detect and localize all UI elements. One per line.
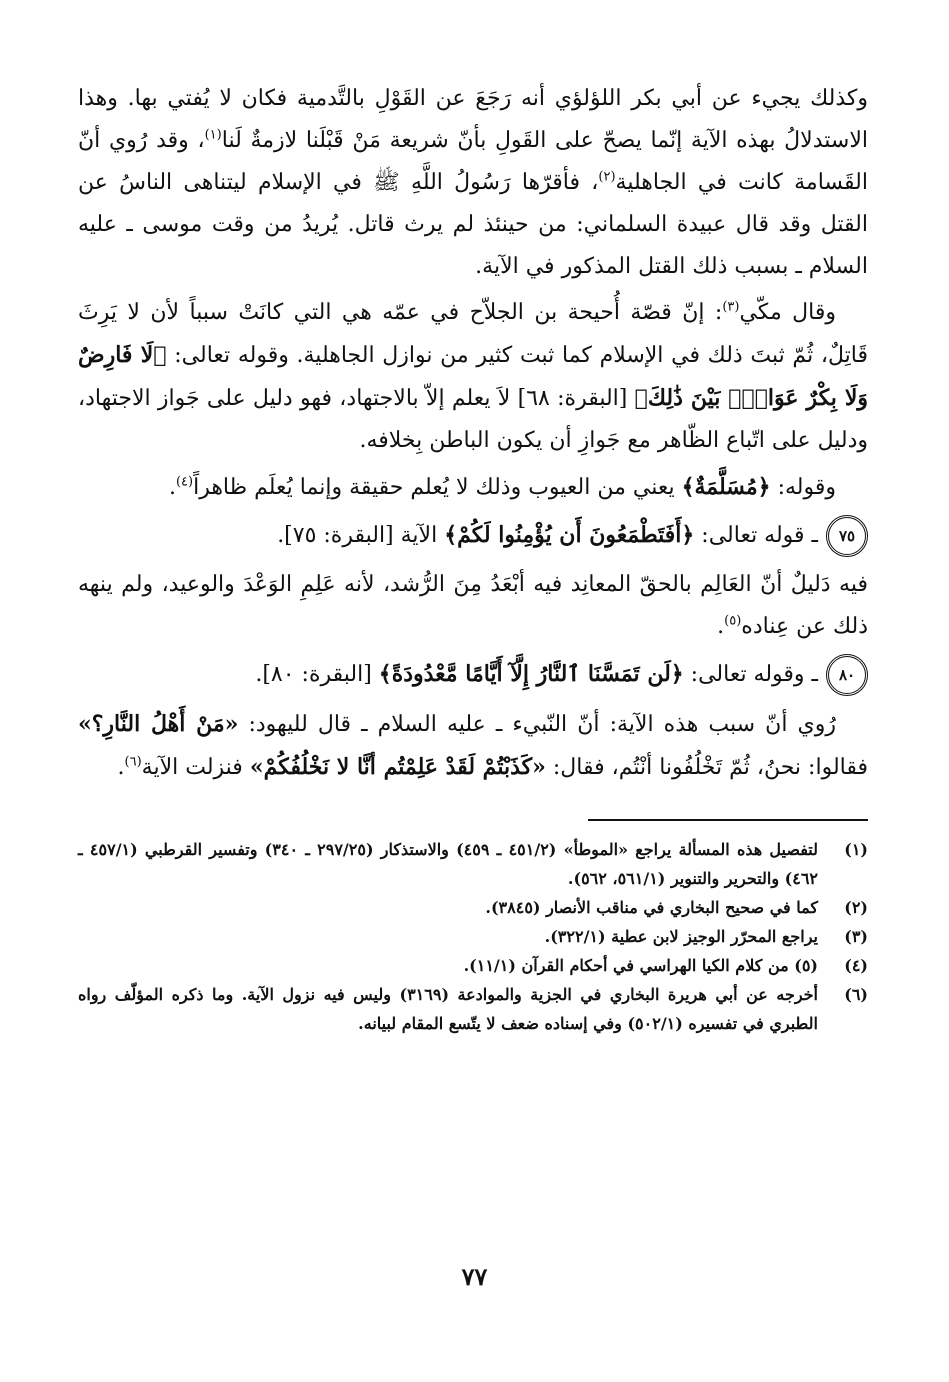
text: . <box>717 614 725 639</box>
footnote-text: لتفصيل هذه المسألة يراجع «الموطأ» (٤٥١/٢ ـ ٤٥٩) والاستذكار (٢٩٧/٢٥ ـ ٣٤٠) وتفسير القرطبي (٤٥٧/١ ـ ٤٦٢) والتحرير والتنوير (٥٦١/١، ٥٦٢). <box>78 840 818 888</box>
paragraph-3 <box>78 466 868 509</box>
footnote-ref[interactable]: (٤) <box>175 474 194 490</box>
text: [البقرة: ٨٠]. <box>255 662 372 687</box>
quran-quote: ﴿لَا فَارِضٌ وَلَا بِكْرٌ عَوَانٌۢ بَيْنَ ذَٰلِكَ﴾ <box>78 342 868 411</box>
paragraph-5 <box>78 703 868 789</box>
page-body <box>78 78 868 1038</box>
footnote-ref[interactable]: (٦) <box>124 754 142 770</box>
footnote-text: أخرجه عن أبي هريرة البخاري في الجزية والموادعة (٣١٦٩) وليس فيه نزول الآية. وما ذكره المؤلّف رواه الطبري في تفسيره (٥٠٢/١) وفي إسناده ضعف لا يتّسع المقام لبيانه. <box>78 985 818 1033</box>
text: ، وقد رُوي أنّ القَسامة كانت في الجاهلية <box>78 128 868 195</box>
page-number: ٧٧ <box>461 1262 488 1291</box>
text: . <box>117 755 125 780</box>
quran-quote: ﴿مُسَلَّمَةٌ﴾ <box>681 474 771 500</box>
text: : إنّ قصّة أُحيحة بن الجلاّح في عمّه هي التي كانَتْ سبباً لأن لا يَرِثَ قَاتِلٌ، ثُمّ ثبتَ ذلك في الإسلام كما ثبت كثير من نوازل الجاهلية. وقوله تعالى: <box>78 300 868 368</box>
footnote-ref[interactable]: (٣) <box>722 299 740 315</box>
footnote-item <box>78 922 868 951</box>
text: وكذلك يجيء عن أبي بكر اللؤلؤي أنه رَجَعَ عن القَوْلِ بالتَّدمية فكان لا يُفتي بها. وهذا الاستدلالُ بهذه الآية إنّما يصحّ على القَولِ بأنّ شريعة مَنْ قَبْلَنا لازمةٌ لَنا <box>78 86 868 153</box>
text: ـ وقوله تعالى: <box>690 662 818 687</box>
footnote-item <box>78 980 868 1038</box>
text: فنزلت الآية <box>141 755 243 780</box>
footnote-text: (٥) من كلام الكيا الهراسي في أحكام القرآن (١١/١). <box>463 956 818 975</box>
footnote-item <box>78 835 868 893</box>
hadith-quote: «كَذَبْتُمْ لَقَدْ عَلِمْتُم أنَّا لا نَخْلُفُكُمْ» <box>249 754 546 780</box>
footnote-number: (٢) <box>844 898 868 917</box>
hadith-quote: «مَنْ أَهْلُ النَّارِ؟» <box>78 711 239 737</box>
paragraph-4 <box>78 564 868 648</box>
text: فقالوا: نحنُ، ثُمّ تَخْلُفُونا أنْتُم، فقال: <box>552 755 868 780</box>
paragraph-2 <box>78 292 868 462</box>
ayah-number-badge: ٧٥ <box>826 515 868 557</box>
footnote-number: (٣) <box>844 927 868 946</box>
text: الآية [البقرة: ٧٥]. <box>277 523 438 548</box>
footnote-divider <box>588 819 868 821</box>
footnote-ref[interactable]: (٢) <box>598 169 616 185</box>
footnote-item <box>78 951 868 980</box>
footnotes <box>78 835 868 1038</box>
text: وقال مكّي <box>739 300 836 325</box>
footnote-number: (١) <box>844 840 868 859</box>
paragraph-1 <box>78 78 868 288</box>
ayah-number-badge: ٨٠ <box>826 654 868 696</box>
text: رُوي أنّ سبب هذه الآية: أنّ النّبيء ـ عليه السلام ـ قال لليهود: <box>248 712 836 737</box>
footnote-text: يراجع المحرّر الوجيز لابن عطية (٣٢٢/١). <box>544 927 818 946</box>
footnote-number: (٤) <box>844 956 868 975</box>
footnote-ref[interactable]: (٥) <box>724 613 742 629</box>
text: فيه دَليلٌ أنّ العَالِم بالحقّ المعانِد فيه أبْعَدُ مِنَ الرُّشد، لأنه عَلِمِ الوَعْدَ والوعيد، ولم ينهه ذلك عن عِناده <box>78 572 868 639</box>
footnote-item <box>78 893 868 922</box>
verse-75-heading <box>78 513 868 558</box>
footnote-number: (٦) <box>844 985 868 1004</box>
text: يعني من العيوب وذلك لا يُعلم حقيقة وإنما يُعلَم ظاهراً <box>193 475 675 500</box>
footnote-ref[interactable]: (١) <box>204 127 222 143</box>
quran-quote: ﴿أَفَتَطْمَعُونَ أَن يُؤْمِنُوا لَكُمْ﴾ <box>444 522 695 548</box>
text: [البقرة: ٦٨] لاَ يعلم إلاّ بالاجتهاد، فهو دليل على جَواز الاجتهاد، ودليل على اتّباع الظّاهر مع جَوازِ أن يكون الباطن بِخلافه. <box>78 386 868 453</box>
verse-80-heading <box>78 652 868 697</box>
footnote-text: كما في صحيح البخاري في مناقب الأنصار (٣٨٤٥). <box>485 898 818 917</box>
text: ، فأقرّها رَسُولُ اللَّهِ ﷺ في الإسلام ليتناهى الناسُ عن القتل وقد قال عبيدة السلماني: من حينئذ لم يرث قاتل. يُريدُ من وقت موسى ـ عليه السلام ـ بسبب ذلك القتل المذكور في الآية. <box>78 170 868 279</box>
quran-quote: ﴿لَن تَمَسَّنَا ٱلنَّارُ إِلَّآ أَيَّامًا مَّعْدُودَةً﴾ <box>378 661 684 687</box>
text: . <box>168 475 176 500</box>
text: ـ قوله تعالى: <box>701 523 818 548</box>
text: وقوله: <box>777 475 836 500</box>
